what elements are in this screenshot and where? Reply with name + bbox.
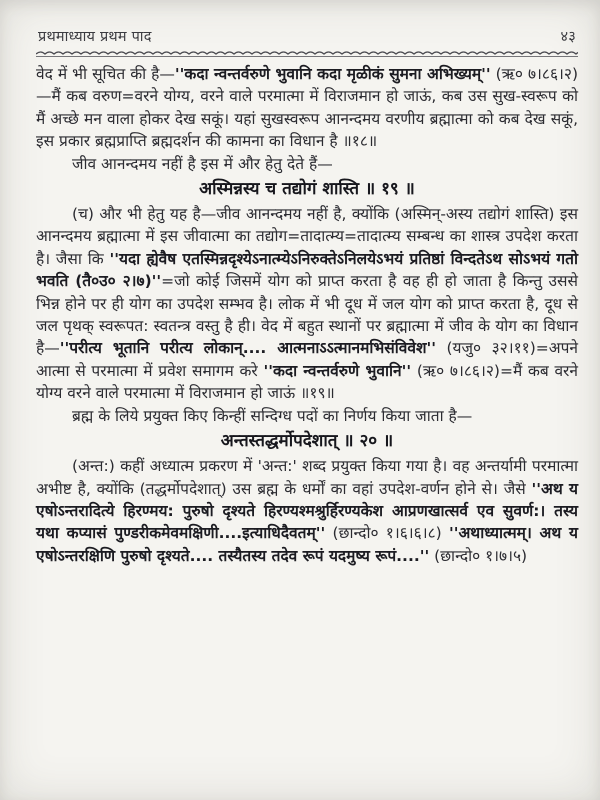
quote-run: ''कदा न्वन्तर्वरुणे भुवानि कदा मृळीकं सुमना अभिख्यम्'' — [174, 65, 491, 83]
text-run: (च) और भी हेतु यह है—जीव आनन्दमय नहीं है, क्योंकि (अस्मिन्-अस्य तद्योगं शास्ति) इस आनन्दमय ब्रह्मात्मा में इस जीवात्मा का तद्योग=तादात्म्य=तादात्म्य सम्बन्ध का शास्त्र उपदेश करता है। जैसा कि — [36, 205, 578, 268]
quote-run: ''अथ य एषोऽन्तरादित्ये हिरण्मय: पुरुषो दृश्यते हिरण्यश्मश्रुर्हिरण्यकेश आप्रणखात्सर्व एव सुवर्ण:। तस्य यथा कप्यासं पुण्डरीकमेवमक्षिणी....इत्याधिदैवतम्'' — [36, 479, 579, 543]
text-run: जीव आनन्दमय नहीं है इस में और हेतु देते हैं— — [72, 154, 333, 173]
paragraph — [36, 63, 578, 153]
paragraph — [36, 203, 578, 405]
text-run: =जो कोई जिसमें योग को प्राप्त करता है वह ही हो जाता है किन्तु उससे भिन्न होने पर ही योग का उपदेश सम्भव है। लोक में भी दूध में जल योग को प्राप्त करता है, दूध से जल पृथक् स्वरूपत: स्वतन्त्र वस्तु है ही। वेद में बहुत स्थानों पर ब्रह्मात्मा में जीव के योग का विधान है— — [36, 272, 578, 358]
quote-run: ''यदा ह्येवैष एतस्मिन्नदृश्येऽनात्म्येऽनिरुक्तेऽनिलयेऽभयं प्रतिष्ठां विन्दतेऽथ सोऽभयं गतो भवति (तै०उ० २।७)'' — [36, 249, 578, 291]
paragraph — [36, 455, 578, 567]
paragraph — [36, 153, 578, 175]
wavy-divider — [36, 49, 578, 59]
text-run: (छान्दो० १।७।५) — [429, 546, 528, 565]
quote-run: ''परीत्य भूतानि परीत्य लोकान्.... आत्मनाऽऽत्मानमभिसंविवेश'' — [59, 339, 437, 358]
page-body — [36, 63, 578, 567]
sutra-heading: अन्तस्तद्धर्मोपदेशात् ॥ २० ॥ — [220, 431, 394, 452]
text-run: (यजु० ३२।११)=अपने आत्मा से परमात्मा में प्रवेश समागम करे — [36, 339, 578, 380]
text-run: (अन्त:) कहीं अध्यात्म प्रकरण में 'अन्त:' शब्द प्रयुक्त किया गया है। वह अन्तर्यामी परमात्मा अभीष्ट है, क्योंकि (तद्धर्मोपदेशात्) उस ब्रह्म के धर्मों का वहां उपदेश-वर्णन होने से। जैसे — [36, 457, 578, 498]
quote-run: ''अथाध्यात्मम्। अथ य एषोऽन्तरक्षिणि पुरुषो दृश्यते.... तस्यैतस्य तदेव रूपं यदमुष्य रूपं....'' — [36, 524, 578, 565]
text-run: ब्रह्म के लिये प्रयुक्त किए किन्हीं सन्दिग्ध पदों का निर्णय किया जाता है— — [72, 406, 473, 425]
text-run: (ऋ० ७।८६।२)=मैं कब वरने योग्य वरने वाले परमात्मा में विराजमान हो जाऊं ॥१९॥ — [36, 361, 578, 403]
quote-run: ''कदा न्वन्तर्वरुणे भुवानि'' — [263, 361, 412, 380]
page-number: ४३ — [560, 29, 576, 45]
running-title: प्रथमाध्याय प्रथम पाद — [38, 29, 152, 45]
sutra-heading: अस्मिन्नस्य च तद्योगं शास्ति ॥ १९ ॥ — [199, 179, 415, 200]
text-run: वेद में भी सूचित की है— — [36, 65, 175, 83]
text-run: (ऋ० ७।८६।२)—मैं कब वरुण=वरने योग्य, वरने वाले परमात्मा में विराजमान हो जाऊं, कब उस सुख-स्वरूप को मैं अच्छे मन वाला होकर देख सकूं। यहां सुखस्वरूप आनन्दमय वरणीय ब्रह्मात्मा को कब देख सकूं, इस प्रकार ब्रह्मप्राप्ति ब्रह्मदर्शन की कामना का विधान है ॥१८॥ — [36, 65, 578, 151]
paragraph — [36, 405, 578, 427]
text-run: (छान्दो० १।६।६।८) — [325, 524, 449, 543]
page-header — [36, 26, 578, 48]
